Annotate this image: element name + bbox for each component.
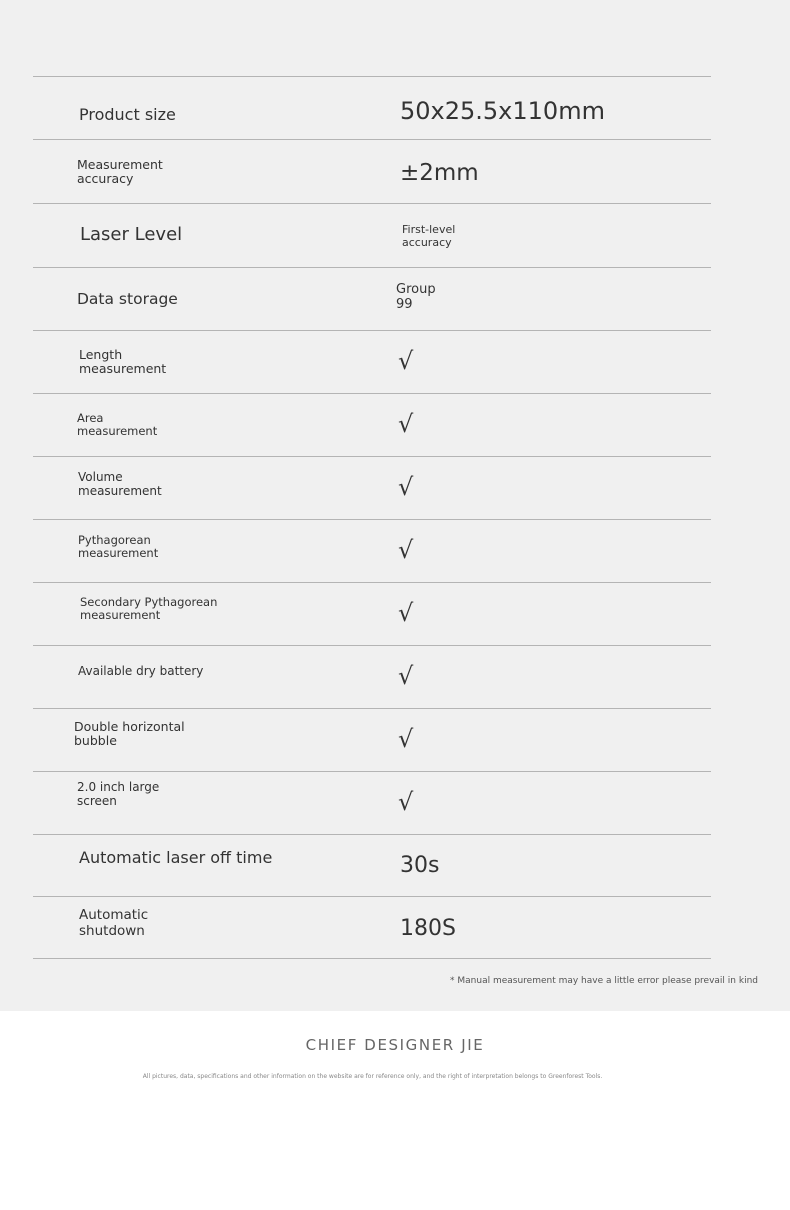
checkmark-icon: √ (398, 662, 414, 690)
checkmark-icon: √ (398, 788, 414, 816)
spec-label: Laser Level (80, 224, 183, 245)
row-divider (33, 330, 711, 331)
spec-label: Available dry battery (78, 664, 204, 678)
spec-label: Automatic laser off time (79, 848, 273, 867)
row-divider (33, 896, 711, 897)
spec-label: Data storage (77, 290, 178, 308)
row-divider (33, 267, 711, 268)
spec-value: ±2mm (400, 160, 479, 186)
spec-label: Area measurement (77, 411, 158, 439)
spec-label: Product size (79, 105, 176, 124)
spec-label: Length measurement (79, 347, 167, 377)
spec-label: Secondary Pythagorean measurement (80, 595, 218, 623)
row-divider (33, 456, 711, 457)
spec-label: Pythagorean measurement (78, 533, 159, 561)
spec-value: Group 99 (396, 282, 436, 312)
row-divider (33, 834, 711, 835)
spec-value: 30s (400, 853, 440, 878)
spec-label: Volume measurement (78, 470, 162, 498)
row-divider (33, 645, 711, 646)
row-divider (33, 519, 711, 520)
disclaimer: All pictures, data, specifications and other information on the website are for reference only, and the right of interpretation belongs to Greenforest Tools. (142, 1073, 603, 1080)
spec-value: First-level accuracy (402, 223, 456, 249)
row-divider (33, 958, 711, 959)
checkmark-icon: √ (398, 725, 414, 753)
spec-value: 180S (400, 916, 456, 941)
row-divider (33, 393, 711, 394)
checkmark-icon: √ (398, 347, 414, 375)
checkmark-icon: √ (398, 536, 414, 564)
checkmark-icon: √ (398, 473, 414, 501)
row-divider (33, 582, 711, 583)
spec-label: Double horizontal bubble (74, 719, 185, 749)
row-divider (33, 203, 711, 204)
spec-label: 2.0 inch large screen (77, 780, 160, 808)
spec-value: 50x25.5x110mm (400, 97, 605, 125)
brand-name: CHIEF DESIGNER JIE (305, 1036, 485, 1054)
spec-label: Automatic shutdown (79, 907, 149, 939)
checkmark-icon: √ (398, 410, 414, 438)
row-divider (33, 139, 711, 140)
checkmark-icon: √ (398, 599, 414, 627)
row-divider (33, 771, 711, 772)
footnote: * Manual measurement may have a little error please prevail in kind (450, 976, 758, 986)
row-divider (33, 76, 711, 77)
spec-label: Measurement accuracy (77, 157, 163, 187)
row-divider (33, 708, 711, 709)
